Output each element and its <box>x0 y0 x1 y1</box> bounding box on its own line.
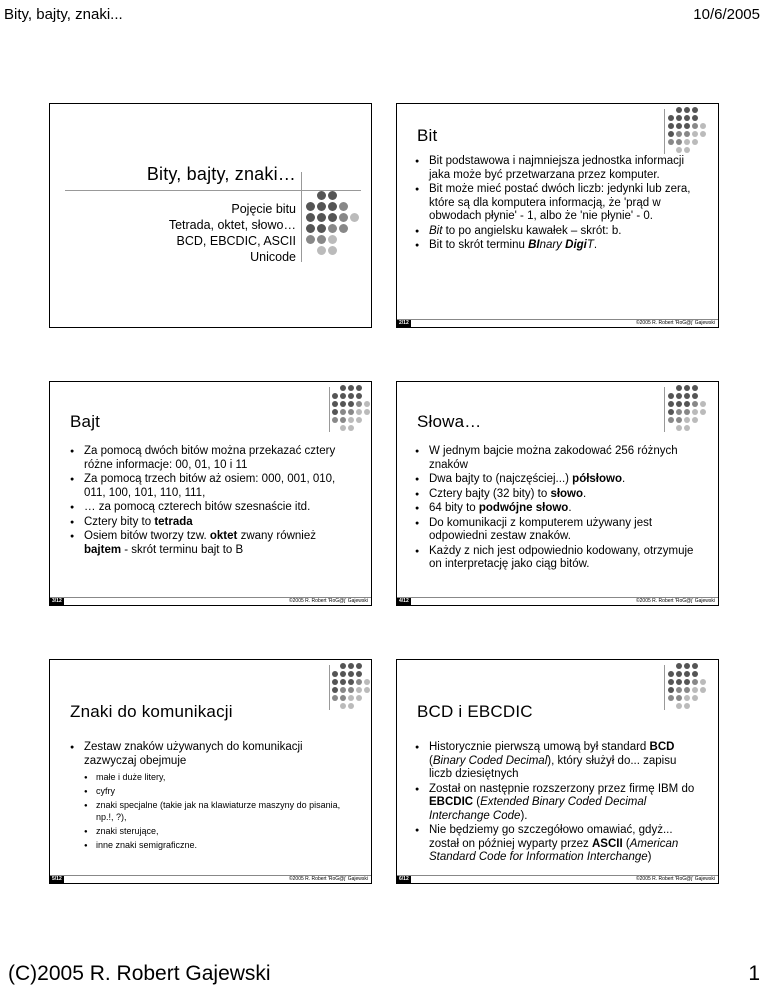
subtitle-line: Unicode <box>250 250 296 264</box>
subtitle-line: Pojęcie bitu <box>231 202 296 216</box>
subtitle-line: BCD, EBCDIC, ASCII <box>176 234 296 248</box>
list-item: ● Nie będziemy go szczegółowo omawiać, gdyż... został on później wyparty przez ASCII (American Standard Code for Information Interchange) <box>415 824 700 865</box>
dot-grid-decoration <box>668 385 707 432</box>
list-item: ● Za pomocą trzech bitów aż osiem: 000, 001, 010, 011, 100, 101, 110, 111, <box>70 473 355 500</box>
divider <box>664 387 665 432</box>
slide-title: Bajt <box>70 412 101 431</box>
list-item: ● Bit podstawowa i najmniejsza jednostka informacji jaka może być przetwarzana przez komputer. <box>415 155 695 182</box>
list-item: ● Bit to skrót terminu BInary DigiT. <box>415 239 695 253</box>
list-item: ● Bit to po angielsku kawałek – skrót: b. <box>415 225 695 239</box>
slide-title: Słowa… <box>417 412 482 431</box>
slide-number: 6/12 <box>399 876 409 882</box>
list-item: ● Cztery bajty (32 bity) to słowo. <box>415 488 700 502</box>
list-item: ● znaki sterujące, <box>84 825 355 837</box>
divider <box>329 387 330 432</box>
dot-grid-decoration <box>668 663 707 710</box>
bullet-list <box>415 741 700 866</box>
sub-list <box>84 771 355 851</box>
slide-number: 4/12 <box>399 598 409 604</box>
list-item: ● Został on następnie rozszerzony przez firmę IBM do EBCDIC (Extended Binary Coded Decimal Interchange Code). <box>415 783 700 824</box>
dot-grid-decoration <box>332 663 371 710</box>
dot-grid-decoration <box>668 107 707 154</box>
divider <box>301 172 302 262</box>
list-item: ● małe i duże litery, <box>84 771 355 783</box>
list-item: ● Do komunikacji z komputerem używany jest odpowiedni zestaw znaków. <box>415 517 700 544</box>
list-item: ● Cztery bity to tetrada <box>70 516 355 530</box>
divider <box>664 665 665 710</box>
subtitle-line: Tetrada, oktet, słowo… <box>168 218 296 232</box>
slide-title: Bit <box>417 126 438 145</box>
list-item: ● Dwa bajty to (najczęściej...) półsłowo. <box>415 473 700 487</box>
slide-4 <box>396 381 719 606</box>
slide-copyright: ©2005 R. Robert 'RoG@j' Gajewski <box>635 320 715 326</box>
slide-number: 3/12 <box>52 598 62 604</box>
subtitle-lines <box>169 201 296 265</box>
list-item: ● Historycznie pierwszą umową był standard BCD (Binary Coded Decimal), który służył do... zapisu liczb dziesiętnych <box>415 741 700 782</box>
slide-6 <box>396 659 719 884</box>
list-item: ● Za pomocą dwóch bitów można przekazać cztery różne informacje: 00, 01, 10 i 11 <box>70 445 355 472</box>
slide-title: Znaki do komunikacji <box>70 702 233 721</box>
list-item: ● Osiem bitów tworzy tzw. oktet zwany również bajtem - skrót terminu bajt to B <box>70 530 355 557</box>
list-item: ● Bit może mieć postać dwóch liczb: jedynki lub zera, które są dla komputera informacją, że 'prąd w obwodach płynie' - 1, albo że 'nie płynie' - 0. <box>415 183 695 224</box>
list-item: ● … za pomocą czterech bitów szesnaście itd. <box>70 501 355 515</box>
list-item: ● Każdy z nich jest odpowiednio kodowany, otrzymuje on interpretację jako ciąg bitów. <box>415 545 700 572</box>
slide-3 <box>49 381 372 606</box>
dot-grid-decoration <box>332 385 371 432</box>
bullet-list <box>415 445 700 573</box>
list-item: ● 64 bity to podwójne słowo. <box>415 502 700 516</box>
slide-title: Bity, bajty, znaki… <box>146 164 296 184</box>
divider <box>329 665 330 710</box>
list-item: ● W jednym bajcie można zakodować 256 różnych znaków <box>415 445 700 472</box>
slide-copyright: ©2005 R. Robert 'RoG@j' Gajewski <box>635 876 715 882</box>
slide-number: 5/12 <box>52 876 62 882</box>
divider <box>664 109 665 154</box>
slide-copyright: ©2005 R. Robert 'RoG@j' Gajewski <box>288 876 368 882</box>
footer-author: (C)2005 R. Robert Gajewski <box>8 962 271 985</box>
list-item: ● Zestaw znaków używanych do komunikacji zazwyczaj obejmuje ● małe i duże litery, ● cyfry ● znaki specjalne (takie jak na klawiaturze maszyny do pisania, np.!, ?), ● znaki sterujące, ● inne znaki semigraficzne. <box>70 741 355 851</box>
list-item: ● inne znaki semigraficzne. <box>84 839 355 851</box>
header-title: Bity, bajty, znaki... <box>4 6 123 23</box>
list-item: ● cyfry <box>84 785 355 797</box>
page-number: 1 <box>748 962 760 985</box>
dot-grid-decoration <box>306 191 360 256</box>
slide-copyright: ©2005 R. Robert 'RoG@j' Gajewski <box>635 598 715 604</box>
bullet-list <box>70 445 355 558</box>
header-date: 10/6/2005 <box>693 6 760 23</box>
bullet-list <box>415 155 695 254</box>
list-item: ● znaki specjalne (takie jak na klawiaturze maszyny do pisania, np.!, ?), <box>84 799 355 823</box>
bullet-list <box>70 741 355 853</box>
slide-2 <box>396 103 719 328</box>
slide-copyright: ©2005 R. Robert 'RoG@j' Gajewski <box>288 598 368 604</box>
slide-5 <box>49 659 372 884</box>
slide-1 <box>49 103 372 328</box>
slide-number: 2/12 <box>399 320 409 326</box>
slide-title: BCD i EBCDIC <box>417 702 533 721</box>
